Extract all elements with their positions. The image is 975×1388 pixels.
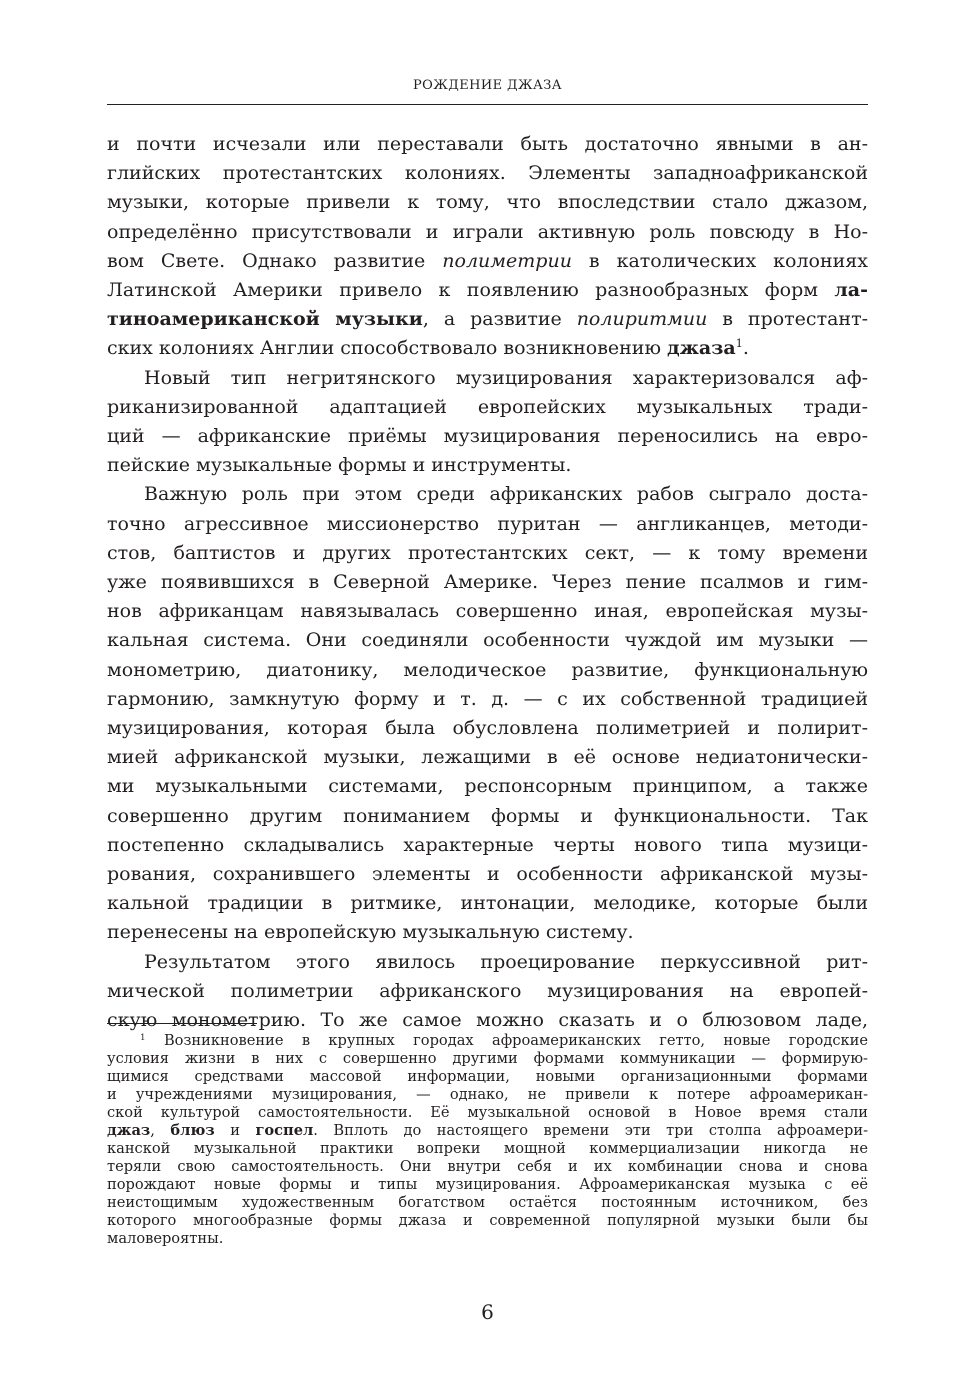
main-text (107, 130, 868, 1035)
footnote-line: ской культурой самостоятельности. Её музыкальной основой в Новое время стали (107, 1104, 868, 1121)
text-line: стов, баптистов и других протестантских сект, — к тому времени (107, 541, 868, 564)
text-line: пейские музыкальные формы и инструменты. (107, 454, 572, 477)
text-line: музыки, которые привели к тому, что впоследствии стало джазом, (107, 191, 868, 214)
text-line (107, 334, 868, 363)
text-run: , а развитие (422, 308, 577, 331)
paragraph-2 (107, 364, 868, 481)
text-line (107, 276, 868, 305)
text-line: ми музыкальными системами, респонсорным принципом, а также (107, 775, 868, 798)
text-line: нов африканцам навязывалась совершенно иная, европейская музы- (107, 600, 868, 623)
text-line: музицирования, которая была обусловлена полиметрией и полирит- (107, 717, 868, 740)
text-line: рования, сохранившего элементы и особенности африканской музы- (107, 863, 868, 886)
paragraph-3 (107, 480, 868, 947)
text-line: перенесены на европейскую музыкальную систему. (107, 921, 634, 944)
text-line: совершенно другим пониманием формы и функциональности. Так (107, 804, 868, 827)
text-line: точно агрессивное миссионерство пуритан — англиканцев, методи- (107, 512, 868, 535)
paragraph-1 (107, 130, 868, 364)
text-line: постепенно складывались характерные черты нового типа музици- (107, 833, 868, 856)
footnote-line (107, 1122, 868, 1140)
text-line: мией африканской музыки, лежащими в её основе недиатонически- (107, 746, 868, 769)
text-run: в католических колониях (571, 249, 868, 272)
bold-term: джаза (667, 337, 736, 360)
italic-term: полиметрии (442, 249, 572, 272)
bold-term: блюз (170, 1122, 215, 1139)
footnote-line: порождают новые формы и типы музицирования. Афроамериканская музыка с её (107, 1176, 868, 1193)
text-line: определённо присутствовали и играли активную роль повсюду в Но- (107, 220, 868, 243)
text-line: монометрию, диатонику, мелодическое развитие, функциональную (107, 658, 868, 681)
text-run: ских колониях Англии способствовало возникновению (107, 337, 668, 360)
text-line: Важную роль при этом среди африканских рабов сыграло доста- (144, 483, 868, 506)
footnote-line: теряли свою самостоятельность. Они внутри себя и их комбинации снова и снова (107, 1158, 868, 1175)
text-line: гармонию, замкнутую форму и т. д. — с их собственной традицией (107, 687, 868, 710)
italic-term: полиритмии (576, 308, 708, 331)
bold-term: джаз (107, 1122, 151, 1139)
text-line: Новый тип негритянского музицирования характеризовался аф- (144, 366, 868, 389)
footnote-line: канской музыкальной практики вопреки мощной коммерциализации никогда не (107, 1140, 868, 1157)
text-line: Результатом этого явилось проецирование перкуссивной рит- (144, 950, 868, 973)
footnote-line: которого многообразные формы джаза и современной популярной музыки были бы (107, 1212, 868, 1229)
text-line: ций — африканские приёмы музицирования переносились на евро- (107, 425, 868, 448)
bold-term: госпел (255, 1122, 314, 1139)
text-line: уже появившихся в Северной Америке. Через пение псалмов и гим- (107, 571, 868, 594)
text-run: вом Свете. Однако развитие (107, 249, 443, 272)
text-line: кальной традиции в ритмике, интонации, мелодике, которые были (107, 892, 868, 915)
text-line: мической полиметрии африканского музицирования на европей- (107, 979, 868, 1002)
footnote-marker: 1 (140, 1032, 146, 1043)
text-line (107, 247, 868, 276)
text-line: скую монометрию. То же самое можно сказать и о блюзовом ладе, (107, 1009, 868, 1032)
footnote (107, 1032, 868, 1248)
text-line: глийских протестантских колониях. Элементы западноафриканской (107, 162, 868, 185)
footnote-line: и учреждениями музицирования, — однако, не привели к потере афроамерикан- (107, 1086, 868, 1103)
text-run: , (150, 1122, 171, 1139)
footnote-reference: 1 (735, 336, 743, 351)
footnote-line: маловероятны. (107, 1230, 224, 1247)
bold-term: ла- (834, 279, 868, 302)
footnote-line: условия жизни в них с совершенно другими формами коммуникации — формирую- (107, 1050, 868, 1067)
running-header: РОЖДЕНИЕ ДЖАЗА (413, 78, 562, 93)
text-line (107, 305, 868, 334)
text-run: и (214, 1122, 256, 1139)
text-run: Возникновение в крупных городах афроамериканских гетто, новые городские (145, 1032, 868, 1049)
footnote-rule (107, 1023, 257, 1024)
text-run: в протестант- (707, 308, 868, 331)
text-line: кальная система. Они соединяли особенности чуждой им музыки — (107, 629, 868, 652)
text-line: и почти исчезали или переставали быть достаточно явными в ан- (107, 133, 868, 155)
footnote-line: щимися средствами массовой информации, новыми организационными формами (107, 1068, 868, 1085)
footnote-line: неистощимым художественным богатством остаётся постоянным источником, без (107, 1194, 868, 1211)
text-run: . (742, 337, 749, 360)
text-line: риканизированной адаптацией европейских музыкальных тради- (107, 395, 868, 418)
footnote-line (107, 1032, 868, 1050)
text-run: . Вплоть до настоящего времени эти три столпа афроамери- (313, 1122, 869, 1139)
page-number: 6 (481, 1300, 494, 1324)
bold-term: тиноамериканской музыки (107, 308, 423, 331)
header-rule (107, 104, 868, 105)
text-run: Латинской Америки привело к появлению разнообразных форм (107, 279, 835, 302)
